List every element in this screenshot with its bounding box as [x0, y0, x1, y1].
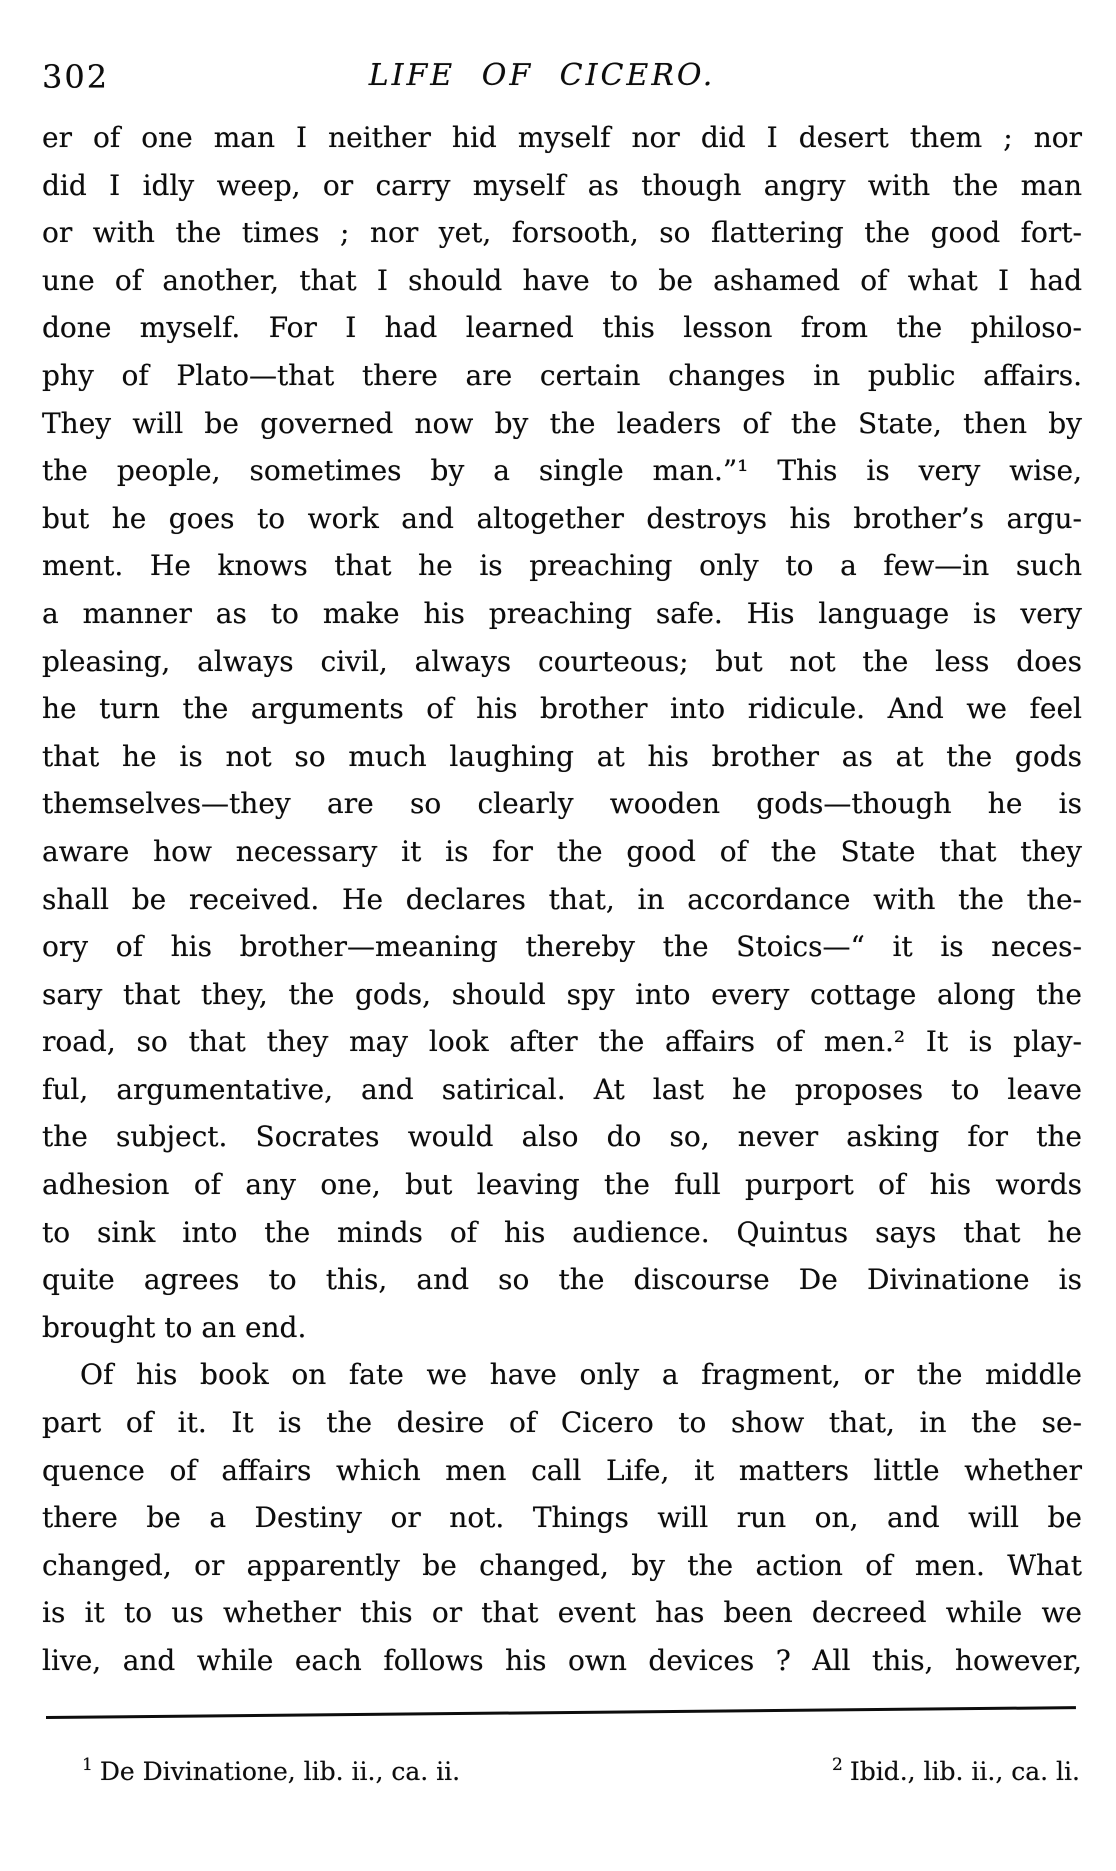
text-line: a manner as to make his preaching safe. His language is very: [42, 596, 1082, 630]
text-line: or with the times ; nor yet, forsooth, so flattering the good fort-: [42, 216, 1082, 250]
text-line: adhesion of any one, but leaving the full purport of his words: [42, 1168, 1082, 1202]
text-line: there be a Destiny or not. Things will run on, and will be: [42, 1501, 1082, 1535]
footnote-text: Ibid., lib. ii., ca. li.: [849, 1757, 1080, 1786]
text-line: er of one man I neither hid myself nor did I desert them ; nor: [42, 121, 1082, 154]
text-line: that he is not so much laughing at his brother as at the gods: [42, 739, 1082, 773]
text-line: live, and while each follows his own devices ? All this, however,: [42, 1644, 1082, 1677]
text-line: phy of Plato—that there are certain changes in public affairs.: [42, 358, 1082, 392]
footnote-divider-rule: [46, 1706, 1076, 1719]
footnote-marker: 2: [831, 1755, 843, 1775]
footnote-marker: 1: [82, 1755, 93, 1775]
text-line: ment. He knows that he is preaching only to a few—in such: [42, 549, 1082, 583]
footnote: [82, 1748, 460, 1789]
paragraph: [42, 114, 1082, 1351]
body-text: [42, 114, 1082, 1685]
text-line: sary that they, the gods, should spy into every cottage along the: [42, 977, 1082, 1011]
text-line: ful, argumentative, and satirical. At last he proposes to leave: [42, 1072, 1082, 1106]
text-line: brought to an end.: [42, 1310, 307, 1344]
text-line: pleasing, always civil, always courteous; but not the less does: [42, 644, 1082, 678]
text-line: did I idly weep, or carry myself as though angry with the man: [42, 168, 1082, 202]
page-number: 302: [42, 58, 110, 96]
text-line: quence of affairs which men call Life, it matters little whether: [42, 1453, 1082, 1487]
footnotes: [42, 1748, 1082, 1789]
text-line: ory of his brother—meaning thereby the Stoics—“ it is neces-: [42, 930, 1082, 964]
running-header: [42, 56, 1082, 100]
text-line: une of another, that I should have to be ashamed of what I had: [42, 263, 1082, 297]
text-line: changed, or apparently be changed, by the action of men. What: [42, 1548, 1082, 1582]
text-line: Of his book on fate we have only a fragment, or the middle: [80, 1358, 1082, 1392]
text-line: is it to us whether this or that event has been decreed while we: [42, 1596, 1082, 1630]
text-line: quite agrees to this, and so the discourse De Divinatione is: [42, 1263, 1082, 1297]
text-line: but he goes to work and altogether destroys his brother’s argu-: [42, 501, 1082, 535]
footnote-text: De Divinatione, lib. ii., ca. ii.: [99, 1757, 461, 1786]
running-title: LIFE OF CICERO.: [368, 58, 716, 93]
footnote: [832, 1748, 1080, 1789]
text-line: They will be governed now by the leaders of the State, then by: [42, 406, 1082, 440]
text-line: he turn the arguments of his brother into ridicule. And we feel: [42, 692, 1082, 726]
text-line: aware how necessary it is for the good of the State that they: [42, 834, 1082, 868]
text-line: the people, sometimes by a single man.”¹ This is very wise,: [42, 454, 1082, 488]
text-line: to sink into the minds of his audience. Quintus says that he: [42, 1215, 1082, 1249]
text-line: the subject. Socrates would also do so, never asking for the: [42, 1120, 1082, 1154]
text-line: done myself. For I had learned this lesson from the philoso-: [42, 311, 1082, 345]
text-line: part of it. It is the desire of Cicero to show that, in the se-: [42, 1406, 1082, 1440]
paragraph: [42, 1351, 1082, 1684]
text-line: road, so that they may look after the affairs of men.² It is play-: [42, 1025, 1082, 1059]
text-line: shall be received. He declares that, in accordance with the the-: [42, 882, 1082, 916]
text-line: themselves—they are so clearly wooden gods—though he is: [42, 787, 1082, 821]
